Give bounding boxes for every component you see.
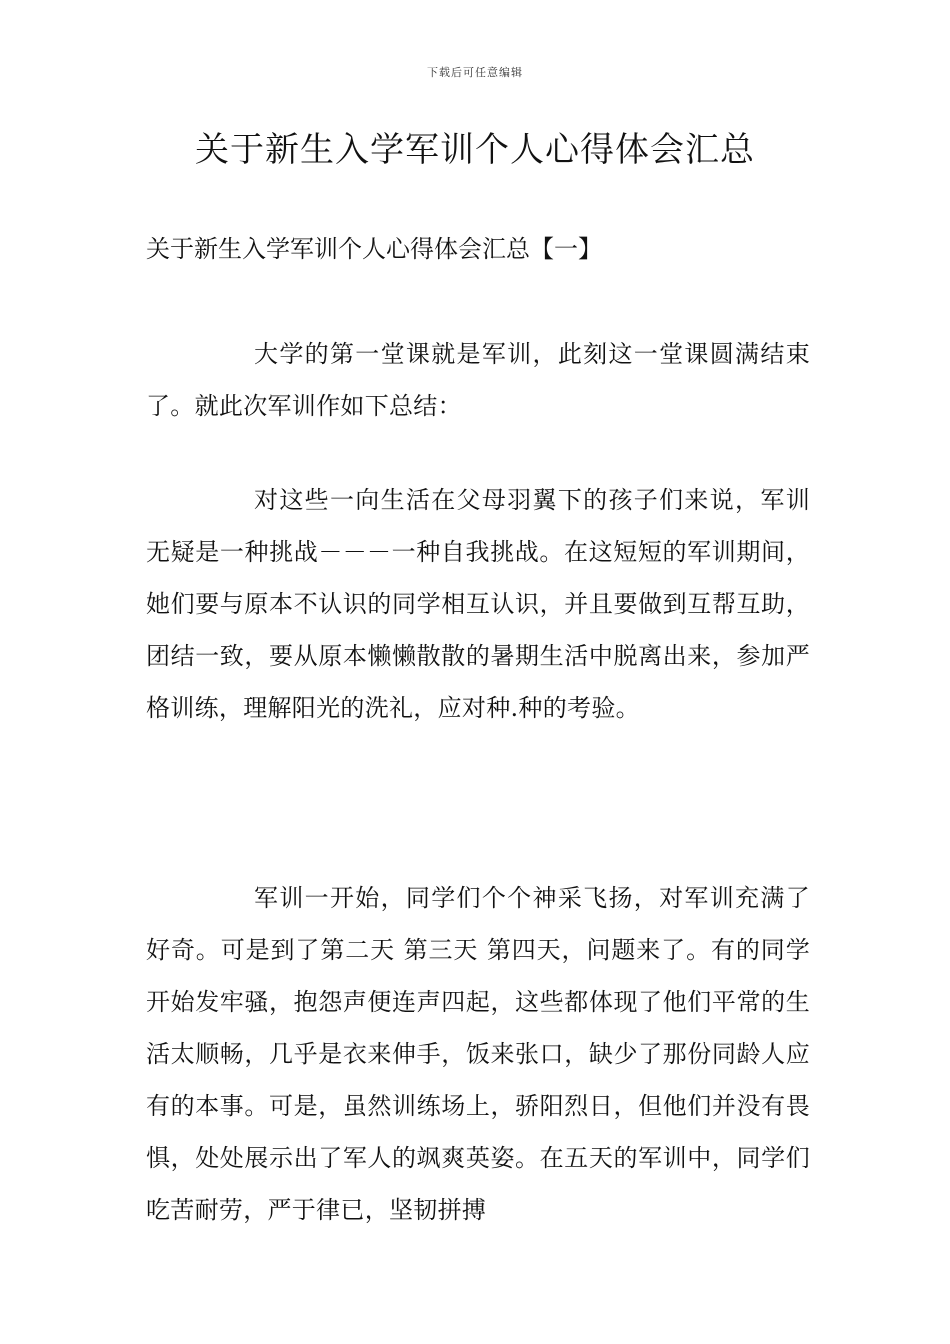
paragraph-2: 对这些一向生活在父母羽翼下的孩子们来说，军训无疑是一种挑战－－－一种自我挑战。在这短短的军训期间，她们要与原本不认识的同学相互认识，并且要做到互帮互助，团结一致，要从原本懒懒散散的暑期生活中脱离出来，参加严格训练，理解阳光的洗礼，应对种.种的考验。 — [146, 486, 810, 722]
header-note: 下载后可任意编辑 — [427, 66, 523, 79]
document-title: 关于新生入学军训个人心得体会汇总 — [195, 130, 755, 170]
section-heading: 关于新生入学军训个人心得体会汇总【一】 — [146, 235, 602, 263]
paragraph-3: 军训一开始，同学们个个神采飞扬，对军训充满了好奇。可是到了第二天 第三天 第四天，问题来了。有的同学开始发牢骚，抱怨声便连声四起，这些都体现了他们平常的生活太顺畅，几乎是衣来伸手，饭来张口，缺少了那份同龄人应有的本事。可是，虽然训练场上，骄阳烈日，但他们并没有畏惧，处处展示出了军人的飒爽英姿。在五天的军训中，同学们吃苦耐劳，严于律已，坚韧拼搏 — [146, 884, 810, 1224]
paragraph-1: 大学的第一堂课就是军训，此刻这一堂课圆满结束了。就此次军训作如下总结： — [146, 340, 810, 420]
